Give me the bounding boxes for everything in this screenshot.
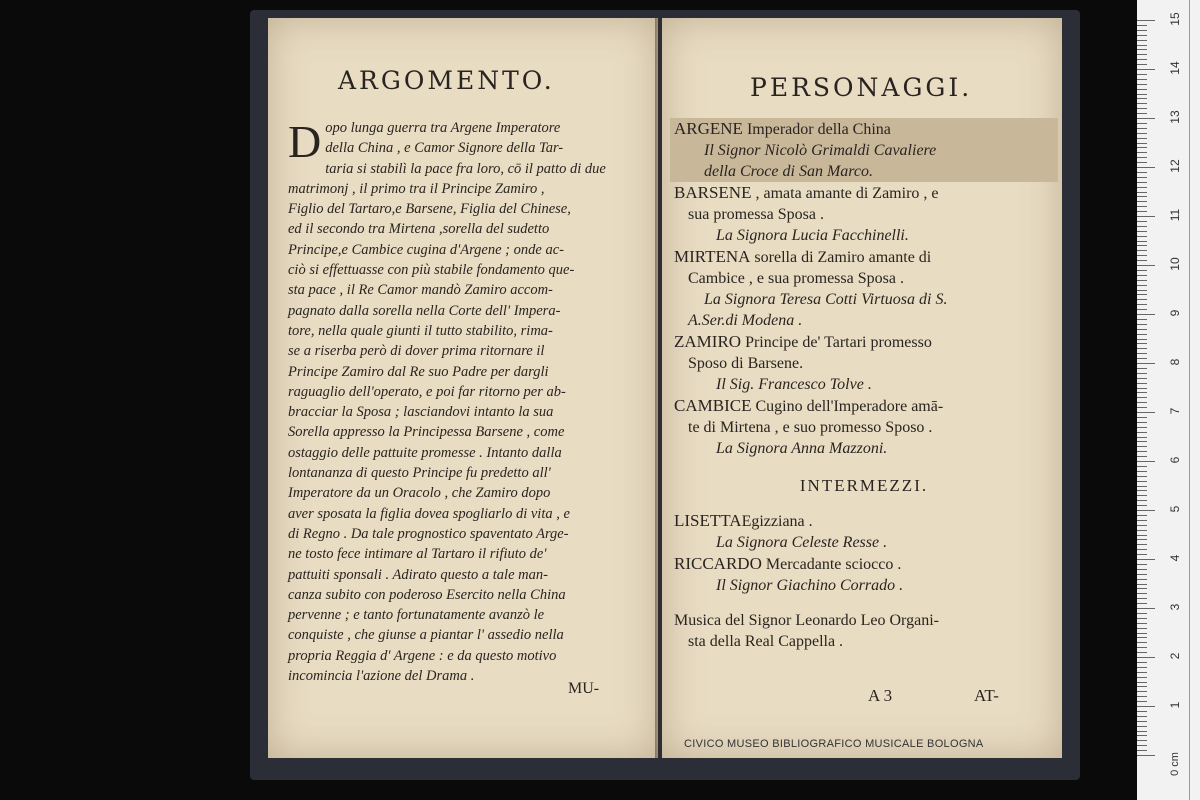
ruler-tick <box>1137 495 1147 496</box>
ruler-tick <box>1137 642 1147 643</box>
ruler-tick <box>1137 103 1147 104</box>
text-line: aver sposata la figlia dovea spogliarlo di vita , e <box>288 505 570 522</box>
text-line: Imperatore da un Oracolo , che Zamiro dopo <box>288 485 551 502</box>
text-line: della China , e Camor Signore della Tar- <box>325 140 564 157</box>
text-line: matrimonj , il primo tra il Principe Zamiro , <box>288 180 545 197</box>
ruler-tick <box>1137 299 1147 300</box>
ruler-tick <box>1137 662 1147 663</box>
ruler-tick <box>1137 745 1147 746</box>
ruler-tick <box>1137 314 1155 315</box>
drop-cap: D <box>288 116 322 167</box>
ruler-tick <box>1137 432 1147 433</box>
intermezzo-entry-lisetta <box>674 510 1054 553</box>
ruler-tick <box>1137 275 1147 276</box>
text-line: canza subito con poderoso Esercito nella China <box>288 586 566 603</box>
cast-list <box>674 118 1054 652</box>
role-desc-cont: Cambice , e sua promessa Sposa . <box>688 270 904 287</box>
text-line: sta pace , il Re Camor mandò Zamiro accom- <box>288 282 553 299</box>
ruler-tick <box>1137 388 1147 389</box>
role-desc: , amata amante di Zamiro , e <box>755 185 939 202</box>
ruler-tick <box>1137 740 1147 741</box>
text-line: se a riserba però di dover prima ritornare il <box>288 343 545 360</box>
ruler-tick <box>1137 45 1147 46</box>
cast-role-line <box>674 510 1054 532</box>
ruler-tick <box>1137 726 1147 727</box>
ruler-number: 2 <box>1168 652 1182 660</box>
ruler-tick <box>1137 505 1147 506</box>
ruler-tick <box>1137 667 1147 668</box>
text-line: opo lunga guerra tra Argene Imperatore <box>325 120 561 136</box>
ruler-tick <box>1137 579 1147 580</box>
text-line: di Regno . Da tale prognostico spaventato Arge- <box>288 525 569 542</box>
ruler-tick <box>1137 677 1147 678</box>
ruler-tick <box>1137 637 1147 638</box>
ruler-tick <box>1137 755 1155 756</box>
ruler-tick <box>1137 481 1147 482</box>
argomento-heading: ARGOMENTO. <box>338 66 555 95</box>
cast-role-line <box>674 553 1054 575</box>
ruler-tick <box>1137 294 1147 295</box>
ruler-line <box>1189 0 1190 800</box>
ruler-tick <box>1137 152 1147 153</box>
intermezzi-heading: INTERMEZZI. <box>799 476 929 495</box>
ruler-tick <box>1137 490 1147 491</box>
ruler-tick <box>1137 647 1147 648</box>
ruler-tick <box>1137 84 1147 85</box>
text-line: bracciar la Sposa ; lasciandovi intanto la sua <box>288 404 554 421</box>
ruler-number: 15 <box>1168 12 1182 26</box>
role-name: ARGENE <box>674 119 743 138</box>
ruler-number: 10 <box>1168 257 1182 271</box>
ruler-tick <box>1137 250 1147 251</box>
role-desc-cont: te di Mirtena , e suo promesso Sposo . <box>688 419 933 436</box>
ruler-tick <box>1137 716 1147 717</box>
ruler-tick <box>1137 564 1147 565</box>
text-line: propria Reggia d' Argene : e da questo motivo <box>288 647 557 664</box>
role-desc-cont: sua promessa Sposa . <box>688 206 824 223</box>
ruler-tick <box>1137 731 1147 732</box>
role-desc: Egizziana . <box>741 513 813 530</box>
left-catchword: MU- <box>568 680 600 697</box>
ruler-tick <box>1137 633 1147 634</box>
text-line: Figlio del Tartaro,e Barsene, Figlia del Chinese, <box>288 201 571 218</box>
ruler-tick <box>1137 226 1147 227</box>
ruler-tick <box>1137 25 1147 26</box>
ruler-number: 12 <box>1168 159 1182 173</box>
ruler-tick <box>1137 324 1147 325</box>
ruler-tick <box>1137 711 1147 712</box>
ruler-tick <box>1137 241 1147 242</box>
ruler-tick <box>1137 69 1155 70</box>
ruler-tick <box>1137 530 1147 531</box>
ruler-number: 4 <box>1168 554 1182 562</box>
ruler-tick <box>1137 133 1147 134</box>
ruler-tick <box>1137 98 1147 99</box>
text-line: pervenne ; e tanto fortunatamente avanzò le <box>288 607 545 624</box>
ruler-tick <box>1137 750 1147 751</box>
ruler-tick <box>1137 94 1147 95</box>
ruler-tick <box>1137 554 1147 555</box>
ruler-tick <box>1137 74 1147 75</box>
ruler-tick <box>1137 574 1147 575</box>
role-desc: Imperador della China <box>746 121 891 138</box>
ruler-tick <box>1137 535 1147 536</box>
ruler-tick <box>1137 334 1147 335</box>
ruler-tick <box>1137 368 1147 369</box>
cast-role-line <box>674 246 1054 268</box>
ruler-tick <box>1137 392 1147 393</box>
ruler-number: 5 <box>1168 505 1182 513</box>
text-line: ostaggio delle pattuite promesse . Intanto dalla <box>288 444 562 461</box>
ruler-tick <box>1137 304 1147 305</box>
ruler-tick <box>1137 59 1147 60</box>
ruler-tick <box>1137 353 1147 354</box>
ruler-tick <box>1137 417 1147 418</box>
ruler-tick <box>1137 339 1147 340</box>
ruler-tick <box>1137 686 1147 687</box>
text-line: Principe,e Cambice cugina d'Argene ; onde ac- <box>288 241 564 258</box>
role-name: ZAMIRO <box>674 332 742 351</box>
ruler-tick <box>1137 510 1155 511</box>
ruler-tick <box>1137 520 1147 521</box>
role-desc: sorella di Zamiro amante di <box>754 249 932 266</box>
right-catchword: AT- <box>974 686 999 705</box>
ruler-tick <box>1137 309 1147 310</box>
ruler-tick <box>1137 206 1147 207</box>
ruler-tick <box>1137 657 1155 658</box>
ruler-tick <box>1137 265 1155 266</box>
left-page <box>268 18 658 758</box>
ruler-tick <box>1137 603 1147 604</box>
ruler-tick <box>1137 672 1147 673</box>
library-stamp: CIVICO MUSEO BIBLIOGRAFICO MUSICALE BOLOGNA <box>684 738 984 750</box>
ruler-tick <box>1137 128 1147 129</box>
ruler-tick <box>1137 451 1147 452</box>
ruler-tick <box>1137 89 1147 90</box>
measuring-ruler <box>1137 0 1200 800</box>
ruler-tick <box>1137 559 1155 560</box>
ruler-tick <box>1137 378 1147 379</box>
ruler-tick <box>1137 196 1147 197</box>
ruler-tick <box>1137 691 1147 692</box>
ruler-number: 6 <box>1168 456 1182 464</box>
ruler-tick <box>1137 476 1147 477</box>
cast-role-line <box>674 331 1054 353</box>
ruler-tick <box>1137 608 1155 609</box>
ruler-tick <box>1137 544 1147 545</box>
ruler-tick <box>1137 182 1147 183</box>
ruler-tick <box>1137 598 1147 599</box>
personaggi-heading: PERSONAGGI. <box>750 73 973 102</box>
ruler-tick <box>1137 456 1147 457</box>
argomento-text <box>288 118 643 686</box>
ruler-tick <box>1137 113 1147 114</box>
ruler-number: 9 <box>1168 309 1182 317</box>
ruler-tick <box>1137 613 1147 614</box>
cast-role-line <box>674 182 1054 204</box>
text-line: Sorella appresso la Principessa Barsene , come <box>288 424 565 441</box>
performer: La Signora Anna Mazzoni. <box>716 440 888 457</box>
ruler-number: 13 <box>1168 110 1182 124</box>
cast-entry-cambice <box>674 395 1054 459</box>
text-line: ed il secondo tra Mirtena ,sorella del sudetto <box>288 221 550 238</box>
role-desc-cont: Sposo di Barsene. <box>688 355 804 372</box>
ruler-tick <box>1137 231 1147 232</box>
ruler-tick <box>1137 628 1147 629</box>
text-line: ciò si effettuasse con più stabile fondamento que- <box>288 262 575 279</box>
performer: La Signora Lucia Facchinelli. <box>716 227 909 244</box>
ruler-tick <box>1137 500 1147 501</box>
ruler-tick <box>1137 40 1147 41</box>
text-line: pagnato dalla sorella nella Corte dell' Impera- <box>288 302 561 319</box>
ruler-tick <box>1137 192 1147 193</box>
ruler-tick <box>1137 652 1147 653</box>
text-line: lontananza di questo Principe fu predetto all' <box>288 465 551 482</box>
text-line: raguaglio dell'operato, e poi far ritorno per ab- <box>288 383 566 400</box>
ruler-tick <box>1137 221 1147 222</box>
ruler-tick <box>1137 363 1155 364</box>
ruler-tick <box>1137 172 1147 173</box>
ruler-tick <box>1137 236 1147 237</box>
cast-entry-barsene <box>674 182 1054 246</box>
performer: La Signora Teresa Cotti Virtuosa di S. <box>704 291 948 308</box>
text-line: tore, nella quale giunti il tutto stabilito, rima- <box>288 322 553 339</box>
ruler-tick <box>1137 539 1147 540</box>
cast-entry-mirtena <box>674 246 1054 331</box>
ruler-tick <box>1137 187 1147 188</box>
role-desc: Mercadante sciocco . <box>765 556 902 573</box>
music-credit-cont: sta della Real Cappella . <box>688 633 844 650</box>
ruler-tick <box>1137 118 1155 119</box>
performer: Il Sig. Francesco Tolve . <box>716 376 872 393</box>
ruler-tick <box>1137 260 1147 261</box>
music-credit: Musica del Signor Leonardo Leo Organi- <box>674 612 939 629</box>
ruler-tick <box>1137 319 1147 320</box>
text-line: taria si stabilì la pace fra loro, cō il patto di due <box>325 160 606 177</box>
ruler-tick <box>1137 290 1147 291</box>
ruler-tick <box>1137 270 1147 271</box>
ruler-tick <box>1137 108 1147 109</box>
right-page <box>662 18 1062 758</box>
ruler-tick <box>1137 466 1147 467</box>
ruler-tick <box>1137 54 1147 55</box>
ruler-tick <box>1137 701 1147 702</box>
role-name: MIRTENA <box>674 247 751 266</box>
ruler-tick <box>1137 412 1155 413</box>
ruler-tick <box>1137 30 1147 31</box>
text-line: Principe Zamiro dal Re suo Padre per dargli <box>288 363 549 380</box>
ruler-tick <box>1137 682 1147 683</box>
ruler-tick <box>1137 348 1147 349</box>
cast-role-line <box>674 395 1054 417</box>
signature-mark: A 3 <box>868 686 893 705</box>
ruler-tick <box>1137 143 1147 144</box>
intermezzo-entry-riccardo <box>674 553 1054 596</box>
ruler-tick <box>1137 618 1147 619</box>
ruler-tick <box>1137 20 1155 21</box>
role-desc: Principe de' Tartari promesso <box>745 334 932 351</box>
ruler-tick <box>1137 177 1147 178</box>
performer: Il Signor Nicolò Grimaldi Cavaliere <box>704 142 937 159</box>
ruler-tick <box>1137 584 1147 585</box>
ruler-tick <box>1137 167 1155 168</box>
ruler-tick <box>1137 123 1147 124</box>
ruler-tick <box>1137 79 1147 80</box>
ruler-tick <box>1137 358 1147 359</box>
ruler-tick <box>1137 437 1147 438</box>
ruler-tick <box>1137 162 1147 163</box>
ruler-number: 14 <box>1168 61 1182 75</box>
ruler-tick <box>1137 623 1147 624</box>
role-desc: Cugino dell'Imperadore amā- <box>755 398 944 415</box>
ruler-tick <box>1137 427 1147 428</box>
ruler-number: 3 <box>1168 603 1182 611</box>
ruler-number: 7 <box>1168 407 1182 415</box>
ruler-tick <box>1137 446 1147 447</box>
ruler-tick <box>1137 721 1147 722</box>
ruler-tick <box>1137 525 1147 526</box>
ruler-tick <box>1137 147 1147 148</box>
text-line: ne tosto fece intimare al Tartaro il rifiuto de' <box>288 546 547 563</box>
ruler-tick <box>1137 486 1147 487</box>
ruler-tick <box>1137 49 1147 50</box>
ruler-tick <box>1137 373 1147 374</box>
text-line: incomincia l'azione del Drama . <box>288 668 475 685</box>
ruler-number: 8 <box>1168 358 1182 366</box>
ruler-tick <box>1137 569 1147 570</box>
ruler-tick <box>1137 245 1147 246</box>
ruler-tick <box>1137 588 1147 589</box>
ruler-tick <box>1137 64 1147 65</box>
text-line: conquiste , che giunse a piantar l' assedio nella <box>288 627 564 644</box>
ruler-tick <box>1137 397 1147 398</box>
ruler-tick <box>1137 255 1147 256</box>
ruler-tick <box>1137 461 1155 462</box>
ruler-tick <box>1137 211 1147 212</box>
role-name: CAMBICE <box>674 396 752 415</box>
role-name: LISETTA <box>674 511 742 530</box>
ruler-tick <box>1137 280 1147 281</box>
spacer <box>674 596 1054 610</box>
cast-entry-zamiro <box>674 331 1054 395</box>
ruler-number: 1 <box>1168 701 1182 709</box>
performer: La Signora Celeste Resse . <box>716 534 888 551</box>
ruler-tick <box>1137 157 1147 158</box>
performer: Il Signor Giachino Corrado . <box>716 577 904 594</box>
ruler-unit: 0 cm <box>1168 752 1181 776</box>
ruler-tick <box>1137 216 1155 217</box>
ruler-tick <box>1137 201 1147 202</box>
ruler-tick <box>1137 329 1147 330</box>
ruler-tick <box>1137 422 1147 423</box>
performer: A.Ser.di Modena . <box>688 312 803 329</box>
ruler-tick <box>1137 285 1147 286</box>
ruler-tick <box>1137 593 1147 594</box>
ruler-tick <box>1137 706 1155 707</box>
role-name: RICCARDO <box>674 554 762 573</box>
ruler-tick <box>1137 549 1147 550</box>
cast-role-line <box>674 118 1054 140</box>
ruler-tick <box>1137 735 1147 736</box>
ruler-number: 11 <box>1168 208 1182 222</box>
ruler-tick <box>1137 343 1147 344</box>
ruler-tick <box>1137 441 1147 442</box>
ruler-tick <box>1137 471 1147 472</box>
ruler-tick <box>1137 383 1147 384</box>
performer: della Croce di San Marco. <box>704 163 874 180</box>
ruler-tick <box>1137 515 1147 516</box>
ruler-tick <box>1137 696 1147 697</box>
text-line: pattuiti sponsali . Adirato questo a tale man- <box>288 566 548 583</box>
ruler-tick <box>1137 407 1147 408</box>
cast-entry-argene <box>670 118 1058 182</box>
ruler-tick <box>1137 402 1147 403</box>
role-name: BARSENE <box>674 183 752 202</box>
ruler-tick <box>1137 138 1147 139</box>
ruler-tick <box>1137 35 1147 36</box>
